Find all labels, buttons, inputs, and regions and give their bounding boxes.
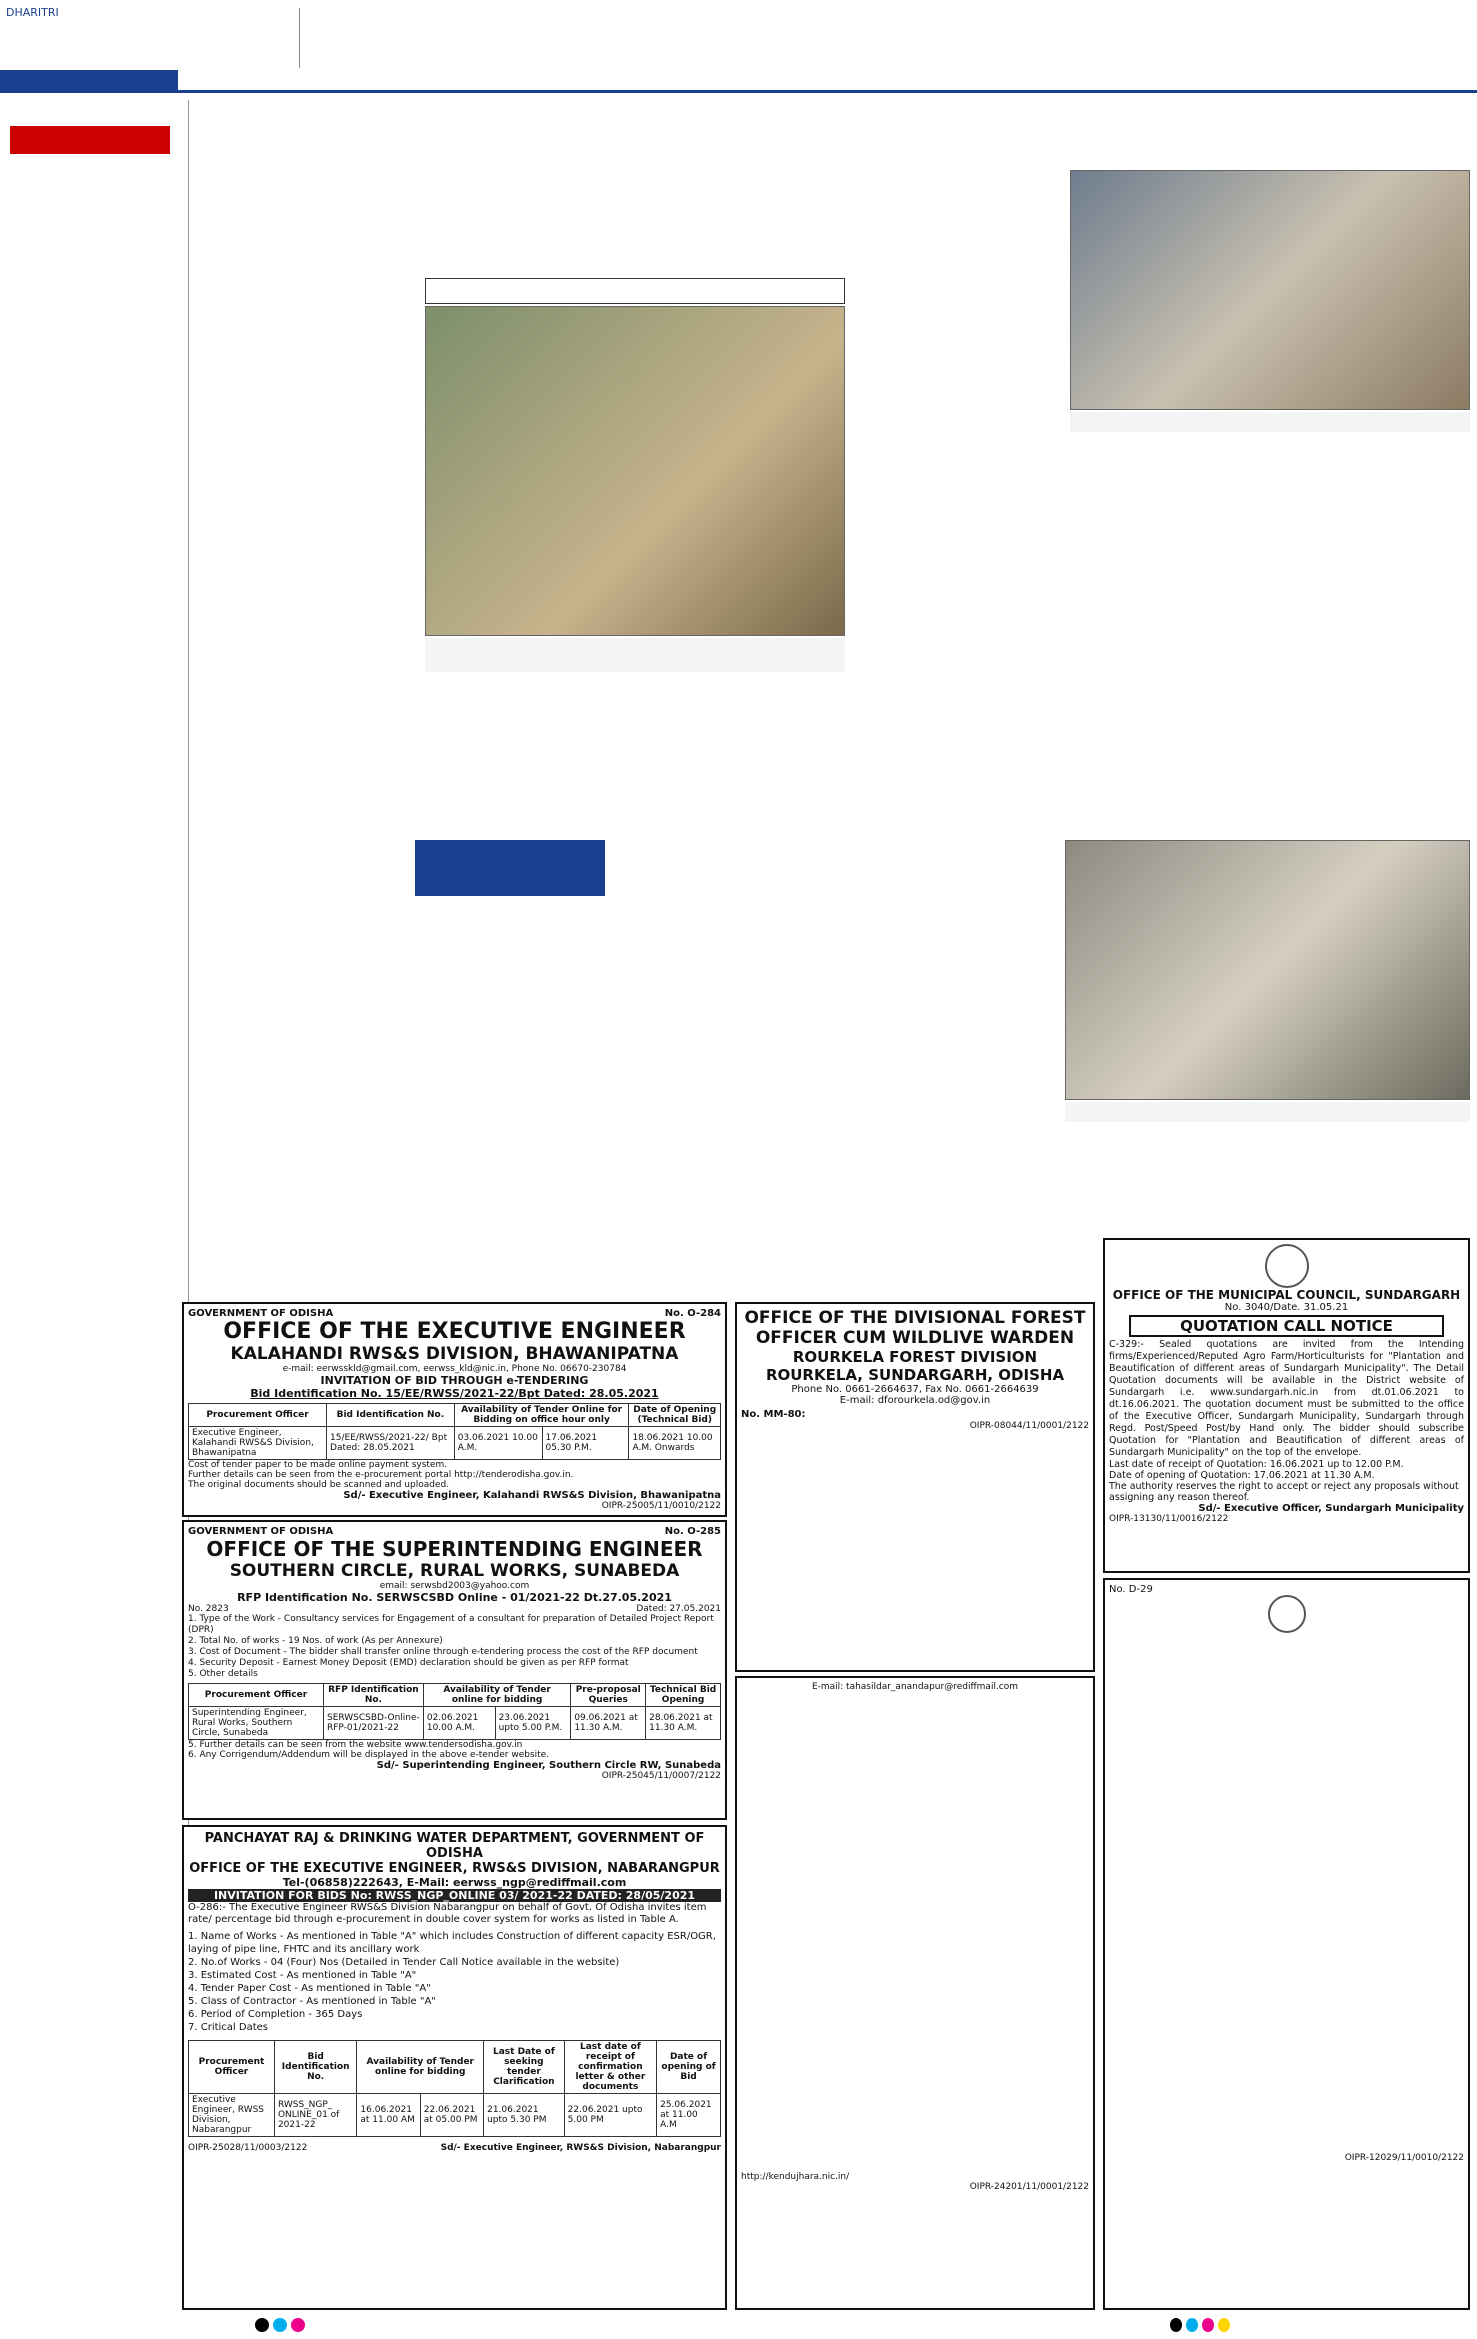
list-item: 3. Cost of Document - The bidder shall transfer online through e-tendering process the cost of the RFP document: [188, 1647, 698, 1657]
kalahandi-sign: Sd/- Executive Engineer, Kalahandi RWS&S Division, Bhawanipatna: [343, 1490, 721, 1501]
table-cell: Superintending Engineer, Rural Works, Southern Circle, Sunabeda: [189, 1707, 324, 1740]
table-header: Availability of Tender online for bidding: [357, 2041, 484, 2094]
kalahandi-tender-ad: [182, 1302, 727, 1517]
table-cell: 25.06.2021 at 11.00 A.M: [657, 2094, 721, 2137]
cyan-dot-icon: [1186, 2318, 1198, 2332]
list-item: 4. Tender Paper Cost - As mentioned in Table "A": [188, 1983, 431, 1994]
forest-title4: ROURKELA, SUNDARGARH, ODISHA: [765, 1366, 1065, 1384]
municipal-sign: Sd/- Executive Officer, Sundargarh Municipality: [1198, 1503, 1464, 1514]
sunabeda-note: 5. Further details can be seen from the website www.tendersodisha.gov.in: [188, 1740, 523, 1750]
sunabeda-title1: OFFICE OF THE SUPERINTENDING ENGINEER: [206, 1537, 703, 1561]
municipal-title: OFFICE OF THE MUNICIPAL COUNCIL, SUNDARGARH: [1112, 1288, 1461, 1302]
forest-code: OIPR-08044/11/0001/2122: [969, 1421, 1089, 1431]
table-row: [189, 1707, 721, 1740]
municipal-quotation-ad: [1103, 1238, 1470, 1573]
kalahandi-gov: GOVERNMENT OF ODISHA: [188, 1308, 334, 1319]
brief-body: [6, 586, 184, 1146]
black-dot-icon: [1170, 2318, 1182, 2332]
list-item: 3. Estimated Cost - As mentioned in Table "A": [188, 1970, 417, 1981]
table-header: Bid Identification No.: [274, 2041, 356, 2094]
table-header: Date of Opening (Technical Bid): [629, 1404, 721, 1427]
sunabeda-email: email: serwsbd2003@yahoo.com: [379, 1581, 530, 1591]
table-cell: 17.06.2021 05.30 P.M.: [542, 1427, 629, 1460]
mid-label: [415, 840, 605, 896]
yellow-dot-icon: [1218, 2318, 1230, 2332]
magenta-dot-icon: [291, 2318, 305, 2332]
table-cell: 09.06.2021 at 11.30 A.M.: [571, 1707, 646, 1740]
tahasil-ad: [735, 1676, 1095, 2310]
nabarangpur-tender-ad: [182, 1825, 727, 2310]
lead-body-right: [855, 228, 1055, 748]
sunabeda-rfp: RFP Identification No. SERWSCSBD Online - 01/2021-22 Dt.27.05.2021: [237, 1591, 672, 1604]
tahasil-code: OIPR-24201/11/0001/2122: [969, 2182, 1089, 2192]
logo: [6, 6, 118, 76]
table-header: Procurement Officer: [189, 1404, 327, 1427]
sunabeda-date: Dated: 27.05.2021: [636, 1604, 721, 1614]
list-item: 2. No.of Works - 04 (Four) Nos (Detailed in Tender Call Notice available in the website): [188, 1957, 620, 1968]
lead-body-left: [200, 228, 415, 748]
table-cell: 18.06.2021 10.00 A.M. Onwards: [629, 1427, 721, 1460]
lead-headline: [200, 134, 1040, 218]
tahasil-body: [741, 1692, 1089, 2172]
registration-marks: [1170, 2318, 1230, 2334]
nabarangpur-code: OIPR-25028/11/0003/2122: [188, 2143, 308, 2153]
table-header: Bid Identification No.: [327, 1404, 455, 1427]
list-item: 5. Class of Contractor - As mentioned in Table "A": [188, 1996, 436, 2007]
table-cell: 22.06.2021 at 05.00 PM: [420, 2094, 483, 2137]
nabarangpur-tel: Tel-(06858)222643, E-Mail: eerwss_ngp@rediffmail.com: [282, 1876, 627, 1889]
youth-body: [855, 1130, 1470, 1220]
list-item: 6. Period of Completion - 365 Days: [188, 2009, 363, 2020]
brief-body: [6, 160, 184, 580]
table-header: Technical Bid Opening: [646, 1684, 721, 1707]
municipal-no: No. 3040/Date. 31.05.21: [1224, 1302, 1349, 1313]
kalahandi-table: [188, 1403, 721, 1460]
briefs-column: [6, 160, 184, 2310]
tahasil-url: http://kendujhara.nic.in/: [741, 2172, 850, 2182]
list-item: 2. Total No. of works - 19 Nos. of work (As per Annexure): [188, 1636, 443, 1646]
masthead-rule: [0, 90, 1477, 93]
youth-photo-caption: [1065, 1102, 1470, 1122]
municipal-opening: Date of opening of Quotation: 17.06.2021 at 11.30 A.M.: [1109, 1470, 1375, 1481]
sunabeda-sign: Sd/- Superintending Engineer, Southern Circle RW, Sunabeda: [376, 1760, 721, 1771]
list-item: 7. Critical Dates: [188, 2022, 268, 2033]
table-header: Date of opening of Bid: [657, 2041, 721, 2094]
kalahandi-title1: OFFICE OF THE EXECUTIVE ENGINEER: [223, 1319, 686, 1344]
kalahandi-no: No. O-284: [664, 1308, 721, 1319]
lead-photo-caption: [425, 638, 845, 672]
emblem-icon: [1268, 1595, 1306, 1633]
briefs-heading: [10, 126, 170, 154]
municipal-reserve: The authority reserves the right to accept or reject any proposals without assigning any reason thereof.: [1109, 1481, 1459, 1503]
section-title: [1250, 10, 1470, 70]
table-cell: 16.06.2021 at 11.00 AM: [357, 2094, 420, 2137]
right-headline: [1070, 130, 1470, 166]
municipal-code: OIPR-13130/11/0016/2122: [1109, 1514, 1229, 1524]
table-cell: Executive Engineer, RWSS Division, Nabarangpur: [189, 2094, 275, 2137]
table-row: [189, 1427, 721, 1460]
youth-photo: [1065, 840, 1470, 1100]
table-header: RFP Identification No.: [323, 1684, 423, 1707]
right-body: [1070, 438, 1470, 748]
forest-title2: OFFICER CUM WILDLIVE WARDEN: [755, 1328, 1075, 1348]
kalahandi-invitation: INVITATION OF BID THROUGH e-TENDERING: [320, 1374, 589, 1387]
table-cell: 23.06.2021 upto 5.00 P.M.: [495, 1707, 571, 1740]
municipal-body: C-329:- Sealed quotations are invited from the Intending firms/Experienced/Reputed Agro Farm/Horticulturists for "Plantation and Beautification of different areas of Sundargarh Municipality". The Detail Quotation documents will be available in the District website of Sundargarh i.e. www.sundargarh.nic.in from dt.01.06.2021 to dt.16.06.2021. The quotation document must be submitted to the office of the Executive Officer, Sundargarh Municipality, Sundargarh through Regd. Post/Speed Post/by Hand only. The bidder should subscribe Quotation for "Plantation and Beautification of different areas of Sundargarh Municipality" on the top of the envelope.: [1109, 1339, 1464, 1458]
lead-body-lower: [425, 676, 845, 748]
brief-body: [6, 1152, 184, 2152]
battalion-body: [1109, 1633, 1464, 2153]
table-cell: RWSS_NGP_ ONLINE_01 of 2021-22: [274, 2094, 356, 2137]
table-cell: Executive Engineer, Kalahandi RWS&S Division, Bhawanipatna: [189, 1427, 327, 1460]
nabarangpur-invitation: INVITATION FOR BIDS No: RWSS_NGP_ONLINE 03/ 2021-22 DATED: 28/05/2021: [188, 1889, 721, 1902]
table-header: Availability of Tender online for bidding: [423, 1684, 570, 1707]
municipal-last-date: Last date of receipt of Quotation: 16.06.2021 up to 12.00 P.M.: [1109, 1459, 1404, 1470]
kalahandi-note: The original documents should be scanned and uploaded.: [188, 1480, 450, 1490]
kalahandi-code: OIPR-25005/11/0010/2122: [601, 1501, 721, 1511]
forest-title1: OFFICE OF THE DIVISIONAL FOREST: [744, 1308, 1086, 1328]
mid-headline: [200, 765, 840, 835]
sunabeda-no2: No. 2823: [188, 1604, 229, 1614]
nabarangpur-title2: OFFICE OF THE EXECUTIVE ENGINEER, RWS&S DIVISION, NABARANGPUR: [189, 1861, 720, 1876]
table-header: Availability of Tender Online for Bidding on office hour only: [454, 1404, 629, 1427]
forest-division-ad: [735, 1302, 1095, 1672]
nabarangpur-table: [188, 2040, 721, 2137]
right-photo: [1070, 170, 1470, 410]
black-dot-icon: [255, 2318, 269, 2332]
list-item: 4. Security Deposit - Earnest Money Deposit (EMD) declaration should be given as per RFP format: [188, 1658, 629, 1668]
kalahandi-bid-id: Bid Identification No. 15/EE/RWSS/2021-22/Bpt Dated: 28.05.2021: [250, 1387, 659, 1400]
table-cell: 15/EE/RWSS/2021-22/ Bpt Dated: 28.05.2021: [327, 1427, 455, 1460]
kalahandi-note: Further details can be seen from the e-procurement portal http://tenderodisha.gov.in.: [188, 1470, 574, 1480]
table-header: Last Date of seeking tender Clarification: [484, 2041, 565, 2094]
table-cell: 03.06.2021 10.00 A.M.: [454, 1427, 542, 1460]
youth-dateline-block: [855, 840, 1055, 1140]
forest-title3: ROURKELA FOREST DIVISION: [792, 1348, 1038, 1366]
table-header: Last date of receipt of confirmation letter & other documents: [564, 2041, 656, 2094]
sunabeda-code: OIPR-25045/11/0007/2122: [601, 1771, 721, 1781]
sunabeda-no: No. O-285: [664, 1526, 721, 1537]
municipal-notice: QUOTATION CALL NOTICE: [1129, 1315, 1444, 1337]
table-cell: 22.06.2021 upto 5.00 PM: [564, 2094, 656, 2137]
table-header: Procurement Officer: [189, 1684, 324, 1707]
ticker-text: [305, 8, 1205, 78]
kalahandi-email: e-mail: eerwsskld@gmail.com, eerwss_kld@nic.in, Phone No. 06670-230784: [282, 1364, 627, 1374]
battalion-ad: [1103, 1578, 1470, 2310]
table-cell: 28.06.2021 at 11.30 A.M.: [646, 1707, 721, 1740]
sunabeda-title2: SOUTHERN CIRCLE, RURAL WORKS, SUNABEDA: [229, 1561, 680, 1581]
nabarangpur-title1: PANCHAYAT RAJ & DRINKING WATER DEPARTMENT, GOVERNMENT OF ODISHA: [204, 1831, 705, 1861]
sunabeda-tender-ad: [182, 1520, 727, 1820]
table-header: Procurement Officer: [189, 2041, 275, 2094]
table-row: [189, 2094, 721, 2137]
sunabeda-gov: GOVERNMENT OF ODISHA: [188, 1526, 334, 1537]
nabarangpur-sign: Sd/- Executive Engineer, RWS&S Division, Nabarangpur: [440, 2143, 721, 2153]
masthead: [0, 0, 1477, 88]
tahasil-email: E-mail: tahasildar_anandapur@rediffmail.com: [811, 1682, 1019, 1692]
list-item: 1. Name of Works - As mentioned in Table "A" which includes Construction of different capacity ESR/OGR, laying of pipe line, FHTC and its ancillary work: [188, 1931, 716, 1955]
sunabeda-table: [188, 1683, 721, 1740]
nabarangpur-text: O-286:- The Executive Engineer RWS&S Division Nabarangpur on behalf of Govt. Of Odisha invites item rate/ percentage bid through e-procurement in double cover system for works as listed in Table A.: [188, 1902, 707, 1925]
lead-photo-label: [425, 278, 845, 304]
right-photo-caption: [1070, 412, 1470, 432]
mid-body: [200, 840, 840, 1280]
list-item: 1. Type of the Work - Consultancy services for Engagement of a consultant for preparation of Detailed Project Report (DPR): [188, 1614, 714, 1635]
kalahandi-title2: KALAHANDI RWS&S DIVISION, BHAWANIPATNA: [230, 1344, 679, 1364]
kalahandi-note: Cost of tender paper to be made online payment system.: [188, 1460, 448, 1470]
sunabeda-note: 6. Any Corrigendum/Addendum will be displayed in the above e-tender website.: [188, 1750, 550, 1760]
cyan-dot-icon: [273, 2318, 287, 2332]
forest-memo: No. MM-80:: [741, 1409, 806, 1420]
list-item: 5. Other details: [188, 1669, 258, 1679]
forest-phone: Phone No. 0661-2664637, Fax No. 0661-2664639: [791, 1384, 1039, 1395]
battalion-code: OIPR-12029/11/0010/2122: [1344, 2153, 1464, 2163]
table-cell: 21.06.2021 upto 5.30 PM: [484, 2094, 565, 2137]
table-header: Pre-proposal Queries: [571, 1684, 646, 1707]
table-cell: SERWSCSBD-Online-RFP-01/2021-22: [323, 1707, 423, 1740]
ticker-label: [180, 8, 300, 68]
emblem-icon: [1265, 1244, 1309, 1288]
youth-headline: [855, 765, 1470, 835]
lead-photo: [425, 306, 845, 636]
table-cell: 02.06.2021 10.00 A.M.: [423, 1707, 495, 1740]
registration-marks: [255, 2318, 305, 2334]
logo-subtitle: DHARITRI: [6, 6, 59, 19]
magenta-dot-icon: [1202, 2318, 1214, 2332]
date-strip: [0, 70, 178, 90]
forest-email: E-mail: dforourkela.od@gov.in: [839, 1395, 991, 1406]
battalion-no: No. D-29: [1109, 1584, 1153, 1595]
